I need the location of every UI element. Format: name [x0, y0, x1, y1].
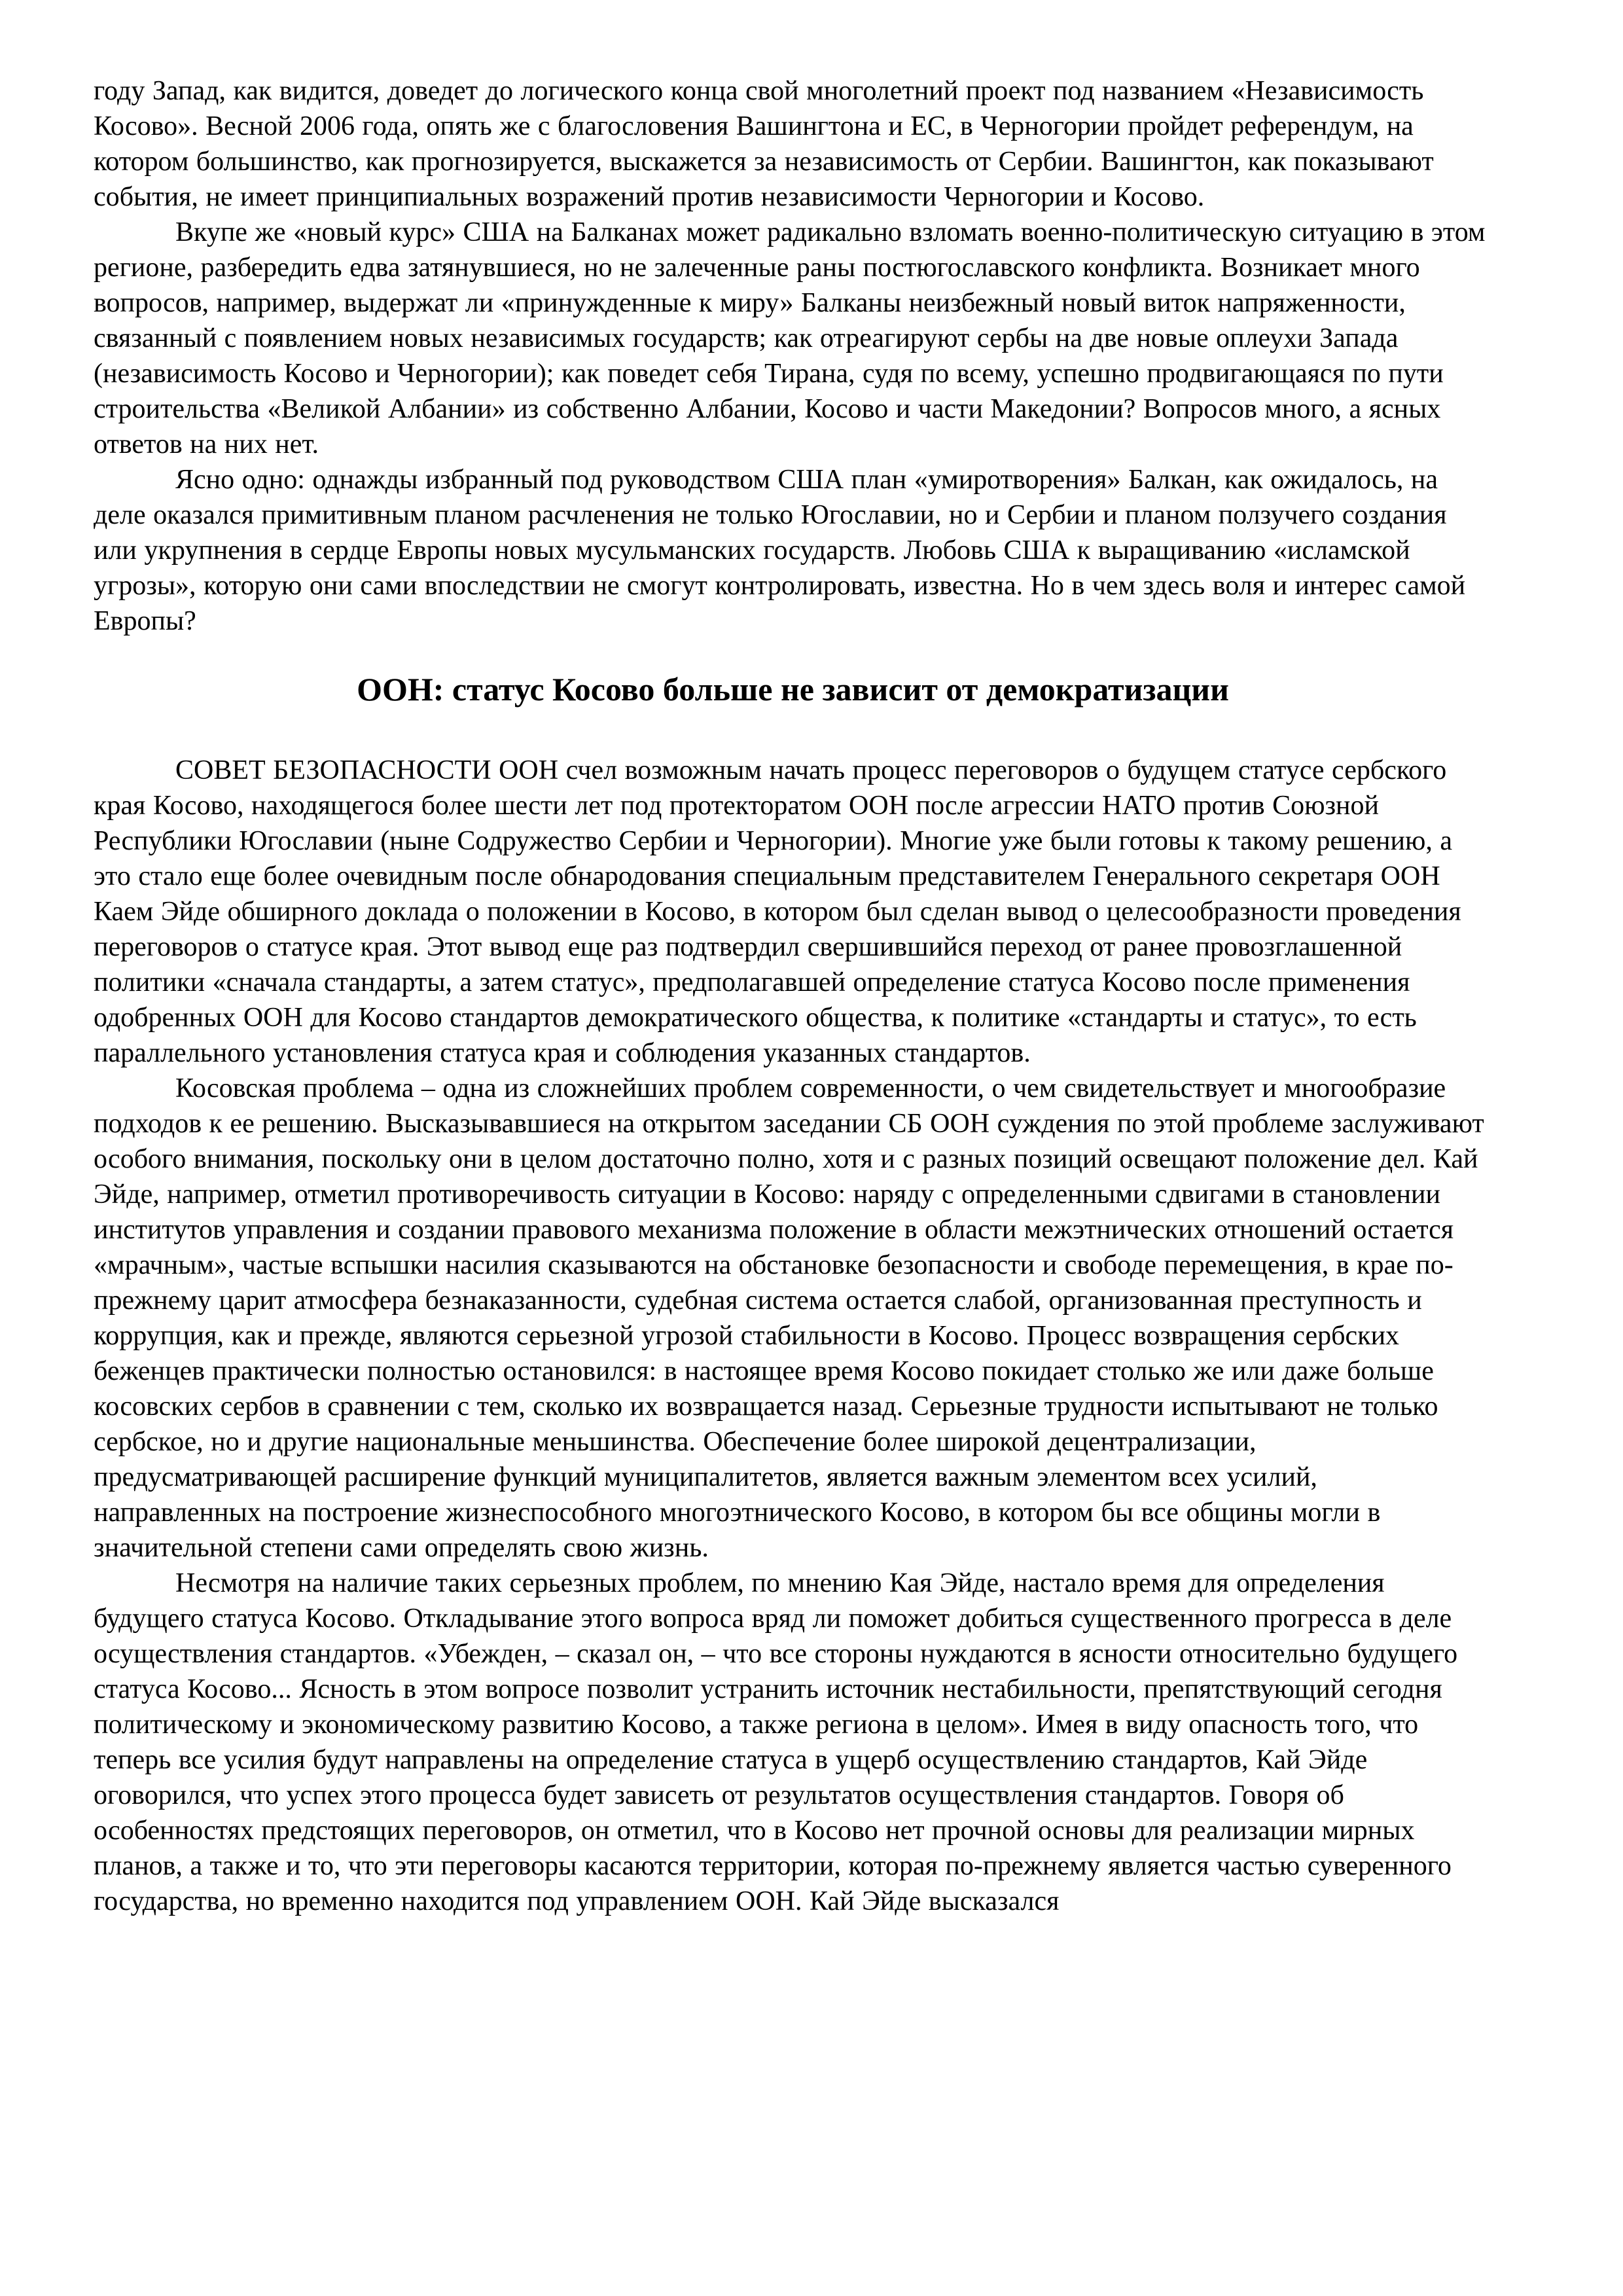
paragraph: СОВЕТ БЕЗОПАСНОСТИ ООН счел возможным начать процесс переговоров о будущем статусе сербского края Косово, находящегося более шести лет под протекторатом ООН после агрессии НАТО против Союзной Республики Югославии (ныне Содружество Сербии и Черногории). Многие уже были готовы к такому решению, а это стало еще более очевидным после обнародования специальным представителем Генерального секретаря ООН Каем Эйде обширного доклада о положении в Косово, в котором был сделан вывод о целесообразности проведения переговоров о статусе края. Этот вывод еще раз подтвердил свершившийся переход от ранее провозглашенной политики «сначала стандарты, а затем статус», предполагавшей определение статуса Косово после применения одобренных ООН для Косово стандартов демократического общества, к политике «стандарты и статус», то есть параллельного установления статуса края и соблюдения указанных стандартов. [94, 755, 1461, 1068]
paragraph: Ясно одно: однажды избранный под руководством США план «умиротворения» Балкан, как ожидалось, на деле оказался примитивным планом расчленения не только Югославии, но и Сербии и планом ползучего создания или укрупнения в сердце Европы новых мусульманских государств. Любовь США к выращиванию «исламской угрозы», которую они сами впоследствии не смогут контролировать, известна. Но в чем здесь воля и интерес самой Европы? [94, 465, 1466, 636]
section-heading: ООН: статус Косово больше не зависит от демократизации [357, 671, 1229, 708]
paragraph: Косовская проблема – одна из сложнейших проблем современности, о чем свидетельствует и многообразие подходов к ее решению. Высказывавшиеся на открытом заседании СБ ООН суждения по этой проблеме заслуживают особого внимания, поскольку они в целом достаточно полно, хотя и с разных позиций освещают положение дел. Кай Эйде, например, отметил противоречивость ситуации в Косово: наряду с определенными сдвигами в становлении институтов управления и создании правового механизма положение в области межэтнических отношений остается «мрачным», частые вспышки насилия сказываются на обстановке безопасности и свободе перемещения, в крае по-прежнему царит атмосфера безнаказанности, судебная система остается слабой, организованная преступность и коррупция, как и прежде, являются серьезной угрозой стабильности в Косово. Процесс возвращения сербских беженцев практически полностью остановился: в настоящее время Косово покидает столько же или даже больше косовских сербов в сравнении с тем, сколько их возвращается назад. Серьезные трудности испытывают не только сербское, но и другие национальные меньшинства. Обеспечение более широкой децентрализации, предусматривающей расширение функций муниципалитетов, является важным элементом всех усилий, направленных на построение жизнеспособного многоэтнического Косово, в котором бы все общины могли в значительной степени сами определять свою жизнь. [94, 1073, 1484, 1563]
paragraph-continuation: году Запад, как видится, доведет до логического конца свой многолетний проект под названием «Независимость Косово». Весной 2006 года, опять же с благословения Вашингтона и ЕС, в Черногории пройдет референдум, на котором большинство, как прогнозируется, выскажется за независимость от Сербии. Вашингтон, как показывают события, не имеет принципиальных возражений против независимости Черногории и Косово. [94, 76, 1434, 212]
paragraph: Вкупе же «новый курс» США на Балканах может радикально взломать военно-политическую ситуацию в этом регионе, разбередить едва затянувшиеся, но не залеченные раны постюгославского конфликта. Возникает много вопросов, например, выдержат ли «принужденные к миру» Балканы неизбежный новый виток напряженности, связанный с появлением новых независимых государств; как отреагируют сербы на две новые оплеухи Запада (независимость Косово и Черногории); как поведет себя Тирана, судя по всему, успешно продвигающаяся по пути строительства «Великой Албании» из собственно Албании, Косово и части Македонии? Вопросов много, а ясных ответов на них нет. [94, 217, 1486, 459]
paragraph: Несмотря на наличие таких серьезных проблем, по мнению Кая Эйде, настало время для определения будущего статуса Косово. Откладывание этого вопроса вряд ли поможет добиться существенного прогресса в деле осуществления стандартов. «Убежден, – сказал он, – что все стороны нуждаются в ясности относительно будущего статуса Косово... Ясность в этом вопросе позволит устранить источник нестабильности, препятствующий сегодня политическому и экономическому развитию Косово, а также региона в целом». Имея в виду опасность того, что теперь все усилия будут направлены на определение статуса в ущерб осуществлению стандартов, Кай Эйде оговорился, что успех этого процесса будет зависеть от результатов осуществления стандартов. Говоря об особенностях предстоящих переговоров, он отметил, что в Косово нет прочной основы для реализации мирных планов, а также и то, что эти переговоры касаются территории, которая по-прежнему является частью суверенного государства, но временно находится под управлением ООН. Кай Эйде высказался [94, 1568, 1458, 1916]
